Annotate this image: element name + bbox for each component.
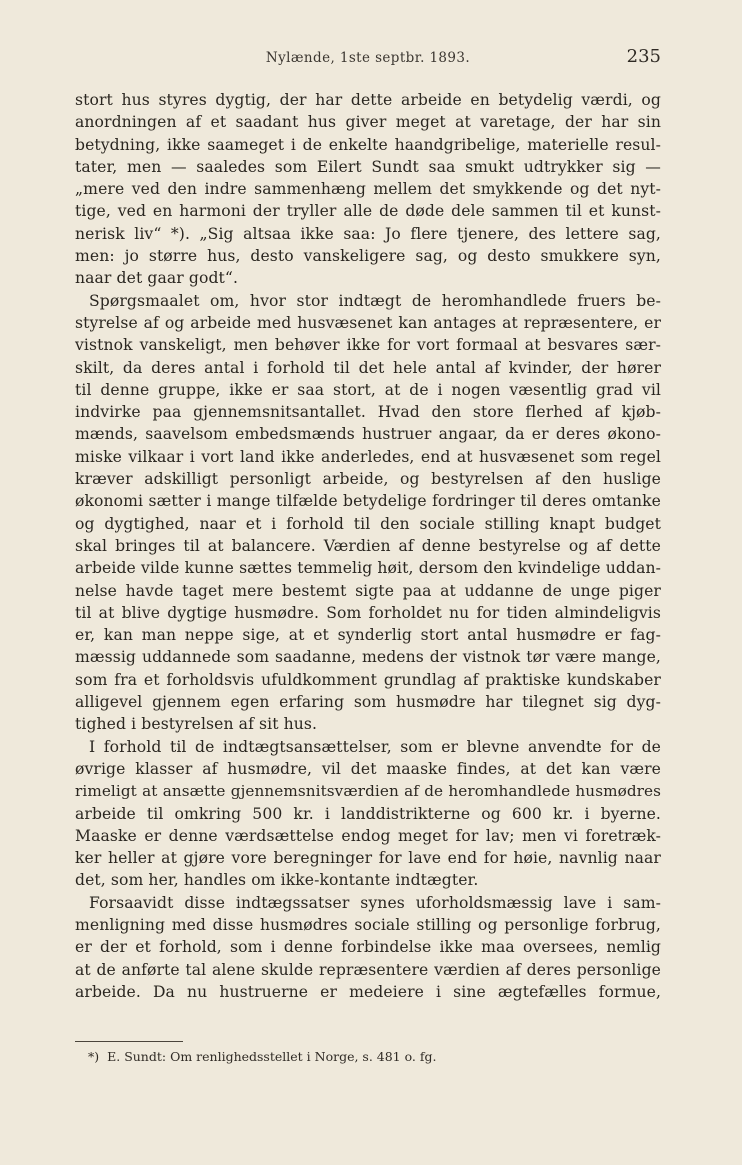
text-line: det, som her, handles om ikke-kontante indtægter. <box>75 871 479 890</box>
text-line: naar det gaar godt“. <box>75 269 239 288</box>
text-line: økonomi sætter i mange tilfælde betydelige fordringer til deres omtanke <box>75 492 661 511</box>
text-line: som fra et forholdsvis ufuldkomment grundlag af praktiske kundskaber <box>75 670 661 689</box>
text-line: alligevel gjennem egen erfaring som husmødre har tilegnet sig dyg- <box>75 693 661 712</box>
text-line: betydning, ikke saameget i de enkelte haandgribelige, materielle resul- <box>75 135 661 154</box>
text-line: skilt, da deres antal i forhold til det hele antal af kvinder, der hører <box>75 358 661 377</box>
footnote-divider <box>75 1041 183 1042</box>
text-line: er der et forhold, som i denne forbindelse ikke maa oversees, nemlig <box>75 938 661 957</box>
text-line: Spørgsmaalet om, hvor stor indtægt de heromhandlede fruers be- <box>89 291 661 310</box>
running-title: Nylænde, 1ste septbr. 1893. <box>265 50 471 66</box>
text-line: og dygtighed, naar et i forhold til den sociale stilling knapt budget <box>75 514 661 533</box>
body-text <box>75 89 661 1003</box>
text-line: til at blive dygtige husmødre. Som forholdet nu for tiden almindeligvis <box>75 603 661 622</box>
text-line: tater, men — saaledes som Eilert Sundt saa smukt udtrykker sig — <box>75 157 661 176</box>
text-line: indvirke paa gjennemsnitsantallet. Hvad den store flerhed af kjøb- <box>75 403 661 422</box>
text-line: er, kan man neppe sige, at et synderlig stort antal husmødre er fag- <box>75 626 661 645</box>
text-line: til denne gruppe, ikke er saa stort, at de i nogen væsentlig grad vil <box>75 380 661 399</box>
text-line: styrelse af og arbeide med husvæsenet kan antages at repræsentere, er <box>75 313 661 332</box>
text-line: nerisk liv“ *). „Sig altsaa ikke saa: Jo flere tjenere, des lettere sag, <box>75 224 661 243</box>
footnote-marker: *) <box>88 1049 100 1064</box>
text-line: at de anførte tal alene skulde repræsentere værdien af deres personlige <box>75 960 661 979</box>
page-header <box>75 46 661 74</box>
page-number: 235 <box>626 46 661 67</box>
text-line: I forhold til de indtægtsansættelser, som er blevne anvendte for de <box>89 737 661 756</box>
text-line: tige, ved en harmoni der tryller alle de døde dele sammen til et kunst- <box>75 202 661 221</box>
text-line: arbeide til omkring 500 kr. i landdistrikterne og 600 kr. i byerne. <box>75 804 661 823</box>
text-line: „mere ved den indre sammenhæng mellem det smykkende og det nyt- <box>75 180 661 199</box>
text-line: skal bringes til at balancere. Værdien af denne bestyrelse og af dette <box>75 536 661 555</box>
footnote-text: E. Sundt: Om renlighedsstellet i Norge, s. 481 o. fg. <box>107 1049 437 1064</box>
text-line: Maaske er denne værdsættelse endog meget for lav; men vi foretræk- <box>75 826 661 845</box>
text-line: men: jo større hus, desto vanskeligere sag, og desto smukkere syn, <box>75 247 661 266</box>
text-line: rimeligt at ansætte gjennemsnitsværdien af de heromhandlede husmødres <box>75 782 661 801</box>
text-line: arbeide. Da nu hustruerne er medeiere i sine ægtefælles formue, <box>75 982 661 1001</box>
text-line: arbeide vilde kunne sættes temmelig høit, dersom den kvindelige uddan- <box>75 559 661 578</box>
text-line: vistnok vanskeligt, men behøver ikke for vort formaal at besvares sær- <box>75 336 661 355</box>
text-line: nelse havde taget mere bestemt sigte paa at uddanne de unge piger <box>75 581 661 600</box>
text-line: øvrige klasser af husmødre, vil det maaske findes, at det kan være <box>75 759 661 778</box>
text-line: tighed i bestyrelsen af sit hus. <box>75 715 318 734</box>
text-line: ker heller at gjøre vore beregninger for lave end for høie, navnlig naar <box>75 849 661 868</box>
text-line: menligning med disse husmødres sociale stilling og personlige forbrug, <box>75 915 661 934</box>
text-line: stort hus styres dygtig, der har dette arbeide en betydelig værdi, og <box>75 91 661 109</box>
footnote <box>88 1049 440 1064</box>
text-line: mænds, saavelsom embedsmænds hustruer angaar, da er deres økono- <box>75 425 661 444</box>
text-line: anordningen af et saadant hus giver meget at varetage, der har sin <box>75 113 661 132</box>
text-line: mæssig uddannede som saadanne, medens der vistnok tør være mange, <box>75 648 661 667</box>
text-line: miske vilkaar i vort land ikke anderledes, end at husvæsenet som regel <box>75 447 661 466</box>
text-line: kræver adskilligt personligt arbeide, og bestyrelsen af den huslige <box>75 470 661 489</box>
text-line: Forsaavidt disse indtægssatser synes uforholdsmæssig lave i sam- <box>89 893 661 912</box>
